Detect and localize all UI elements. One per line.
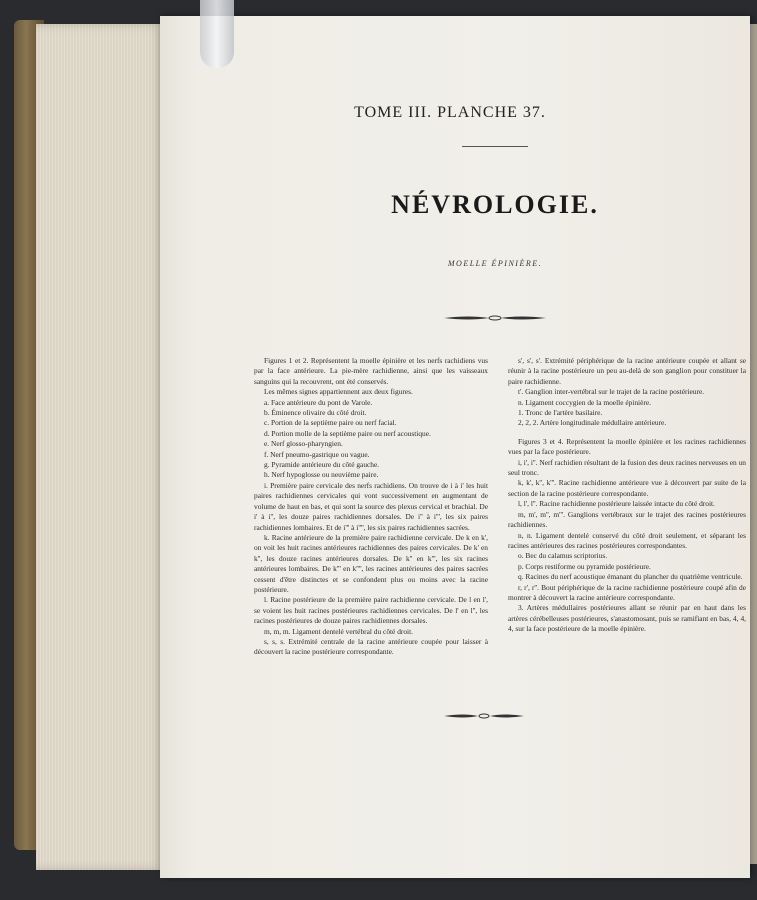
divider-rule xyxy=(462,146,528,147)
page-subtitle: MOELLE ÉPINIÈRE. xyxy=(447,259,543,268)
bookmark-clip xyxy=(200,0,234,68)
text-paragraph: h. Nerf hypoglosse ou neuvième paire. xyxy=(264,470,379,480)
text-paragraph: n, n. Ligament dentelé conservé du côté droit seulement, et séparant les racines antérieures des racines postérieures correspondantes. xyxy=(508,530,746,550)
ornament-divider-top xyxy=(444,314,546,322)
text-paragraph: k. Racine antérieure de la première paire rachidienne cervicale. De k en k', on voit les huit racines antérieures rachidiennes des paires cervicales. De k' en k'', les douze racines antérieures dorsales. De k'' en k''', les six racines antérieures lombaires. De k''' en k'''', les racines antérieures des paires sacrées cessent d'être distinctes et se confondent plus ou moins avec la racine postérieure. xyxy=(254,532,488,594)
text-paragraph: d. Portion molle de la septième paire ou nerf acoustique. xyxy=(264,428,431,438)
text-paragraph: p. Corps restiforme ou pyramide postérieure. xyxy=(518,561,651,571)
right-text-column xyxy=(508,356,746,635)
text-paragraph: i, i', i''. Nerf rachidien résultant de la fusion des deux racines nerveuses en un seul tronc. xyxy=(508,457,746,478)
text-paragraph: b. Éminence olivaire du côté droit. xyxy=(264,408,367,418)
text-paragraph: s, s, s. Extrémité centrale de la racine antérieure coupée pour laisser à découvert la racine postérieure correspondante. xyxy=(254,636,488,657)
text-paragraph: g. Pyramide antérieure du côté gauche. xyxy=(264,460,380,470)
text-paragraph: e. Nerf glosso-pharyngien. xyxy=(264,439,343,449)
text-paragraph: r, r', r''. Bout périphérique de la racine rachidienne postérieure coupé afin de montrer à découvert la racine antérieure correspondante. xyxy=(508,582,746,602)
text-paragraph: n. Ligament coccygien de la moelle épinière. xyxy=(518,397,651,407)
text-paragraph: m, m, m. Ligament dentelé vertébral du côté droit. xyxy=(264,626,413,636)
text-paragraph: t'. Ganglion inter-vertébral sur le trajet de la racine postérieure. xyxy=(518,387,705,397)
page-title: NÉVROLOGIE. xyxy=(391,190,599,219)
text-paragraph: 1. Tronc de l'artère basilaire. xyxy=(518,408,603,418)
text-paragraph: Les mêmes signes appartiennent aux deux figures. xyxy=(264,387,413,397)
text-paragraph: c. Portion de la septième paire ou nerf facial. xyxy=(264,418,397,428)
text-paragraph: a. Face antérieure du pont de Varole. xyxy=(264,397,373,407)
text-paragraph: s', s', s'. Extrémité périphérique de la racine antérieure coupée et allant se réunir à la racine postérieure un peu au-delà de son ganglion pour constituer la paire rachidienne. xyxy=(508,356,746,386)
text-paragraph: q. Racines du nerf acoustique émanant du plancher du quatrième ventricule. xyxy=(518,572,743,582)
text-paragraph: Figures 3 et 4. Représentent la moelle épinière et les racines rachidiennes vues par la face postérieure. xyxy=(508,436,746,457)
text-paragraph: 3. Artères médullaires postérieures allant se réunir par en haut dans les artères cérébelleuses postérieures, s'anastomosant, puis se ramifiant en bas, 4, 4, 4, sur la face postérieure de la moelle épinière. xyxy=(508,603,746,634)
text-paragraph: m, m', m'', m'''. Ganglions vertébraux sur le trajet des racines postérieures rachidiennes. xyxy=(508,509,746,530)
page-stack-edge xyxy=(36,24,164,870)
text-paragraph: Figures 1 et 2. Représentent la moelle épinière et les nerfs rachidiens vus par la face antérieure. La pie-mère rachidienne, ainsi que les vaisseaux sanguins qui la recouvrent, ont été conservés. xyxy=(254,356,488,386)
text-paragraph: l, l', l''. Racine rachidienne postérieure laissée intacte du côté droit. xyxy=(518,499,715,509)
ornament-divider-bottom xyxy=(444,712,524,720)
left-text-column xyxy=(254,356,488,658)
text-paragraph: o. Bec du calamus scriptorius. xyxy=(518,551,608,561)
text-paragraph: i. Première paire cervicale des nerfs rachidiens. On trouve de i à i' les huit paires rachidiennes cervicales qui vont successivement en augmentant de volume de haut en bas, et qui sont la source des plexus cervical et brachial. De i' à i'', les douze paires rachidiennes dorsales. De i'' à i''', les six paires rachidiennes lombaires. Et de i''' à i'''', les six paires rachidiennes sacrées. xyxy=(254,480,488,532)
text-paragraph: l. Racine postérieure de la première paire rachidienne cervicale. De l en l', se voient les huit racines postérieures rachidiennes cervicales. De l' en l'', les racines postérieures de douze paires rachidiennes dorsales. xyxy=(254,595,488,626)
text-paragraph: k, k', k'', k'''. Racine rachidienne antérieure vue à découvert par suite de la section de la racine postérieure correspondante. xyxy=(508,478,746,498)
text-paragraph: 2, 2, 2. Artère longitudinale médullaire antérieure. xyxy=(518,418,667,428)
paragraph-gap xyxy=(508,429,746,437)
text-paragraph: f. Nerf pneumo-gastrique ou vague. xyxy=(264,449,370,459)
plate-header: TOME III. PLANCHE 37. xyxy=(354,104,546,121)
